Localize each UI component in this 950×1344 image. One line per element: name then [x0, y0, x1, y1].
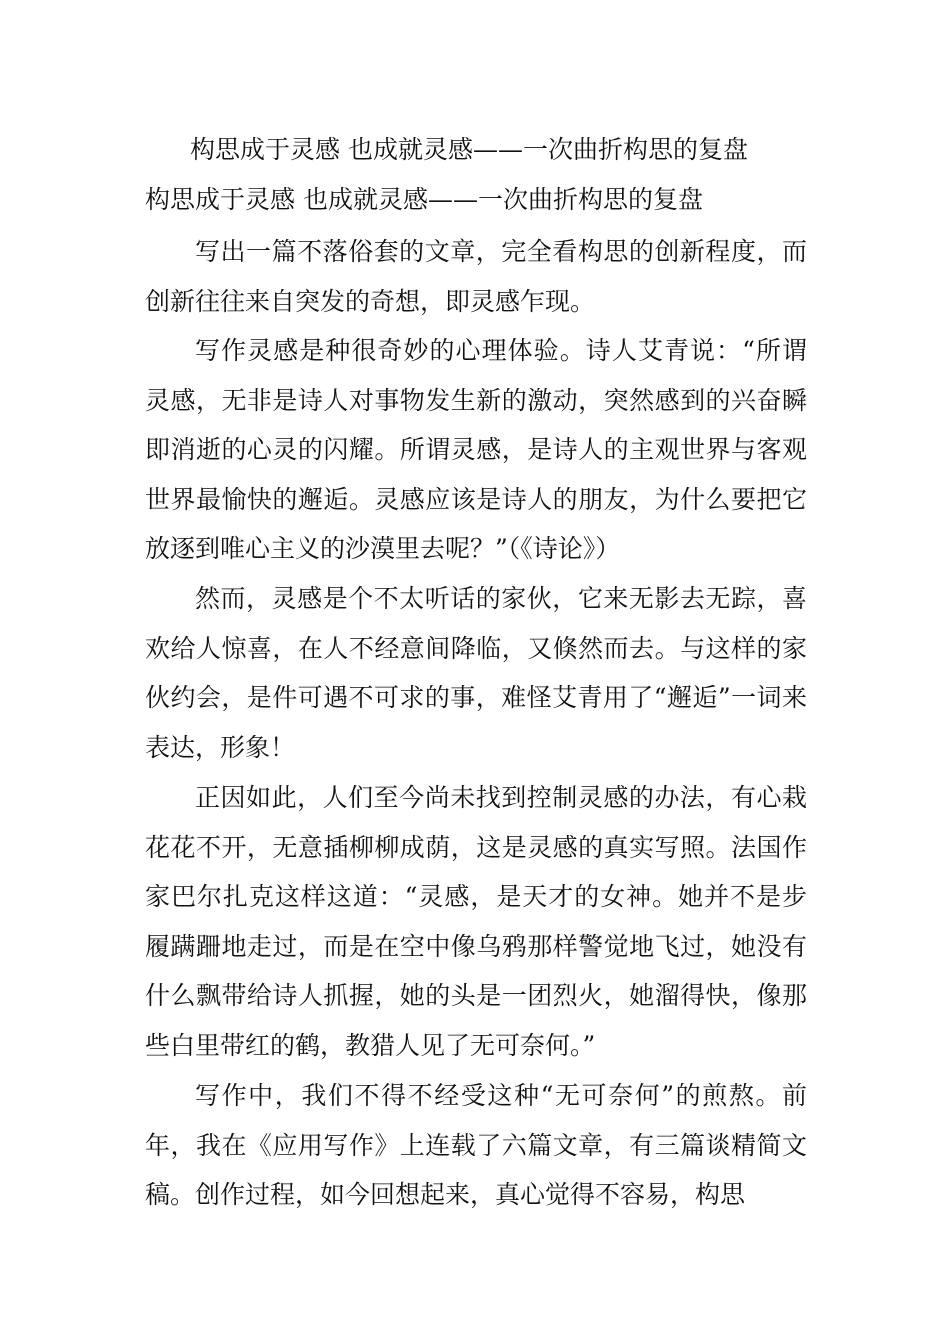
paragraph: 然而，灵感是个不太听话的家伙，它来无影去无踪，喜欢给人惊喜，在人不经意间降临，又倏然而去。与这样的家伙约会，是件可遇不可求的事，难怪艾青用了“邂逅”一词来表达，形象！ [145, 584, 807, 762]
paragraph: 写作中，我们不得不经受这种“无可奈何”的煎熬。前年，我在《应用写作》上连载了六篇文章，有三篇谈精简文稿。创作过程，如今回想起来，真心觉得不容易，构思 [145, 1081, 807, 1210]
paragraph: 正因如此，人们至今尚未找到控制灵感的办法，有心栽花花不开，无意插柳柳成荫，这是灵感的真实写照。法国作家巴尔扎克这样这道：“灵感，是天才的女神。她并不是步履蹒跚地走过，而是在空中像乌鸦那样警觉地飞过，她没有什么飘带给诗人抓握，她的头是一团烈火，她溜得快，像那些白里带红的鹤，教猎人见了无可奈何。” [145, 783, 807, 1060]
paragraph: 写出一篇不落俗套的文章，完全看构思的创新程度，而创新往往来自突发的奇想，即灵感乍现。 [145, 237, 807, 316]
document-subtitle: 构思成于灵感 也成就灵感——一次曲折构思的复盘 [145, 185, 703, 214]
document-title: 构思成于灵感 也成就灵感——一次曲折构思的复盘 [190, 135, 748, 164]
paragraph: 写作灵感是种很奇妙的心理体验。诗人艾青说：“所谓灵感，无非是诗人对事物发生新的激动，突然感到的兴奋瞬即消逝的心灵的闪耀。所谓灵感，是诗人的主观世界与客观世界最愉快的邂逅。灵感应该是诗人的朋友，为什么要把它放逐到唯心主义的沙漠里去呢？”（《诗论》） [145, 336, 807, 564]
